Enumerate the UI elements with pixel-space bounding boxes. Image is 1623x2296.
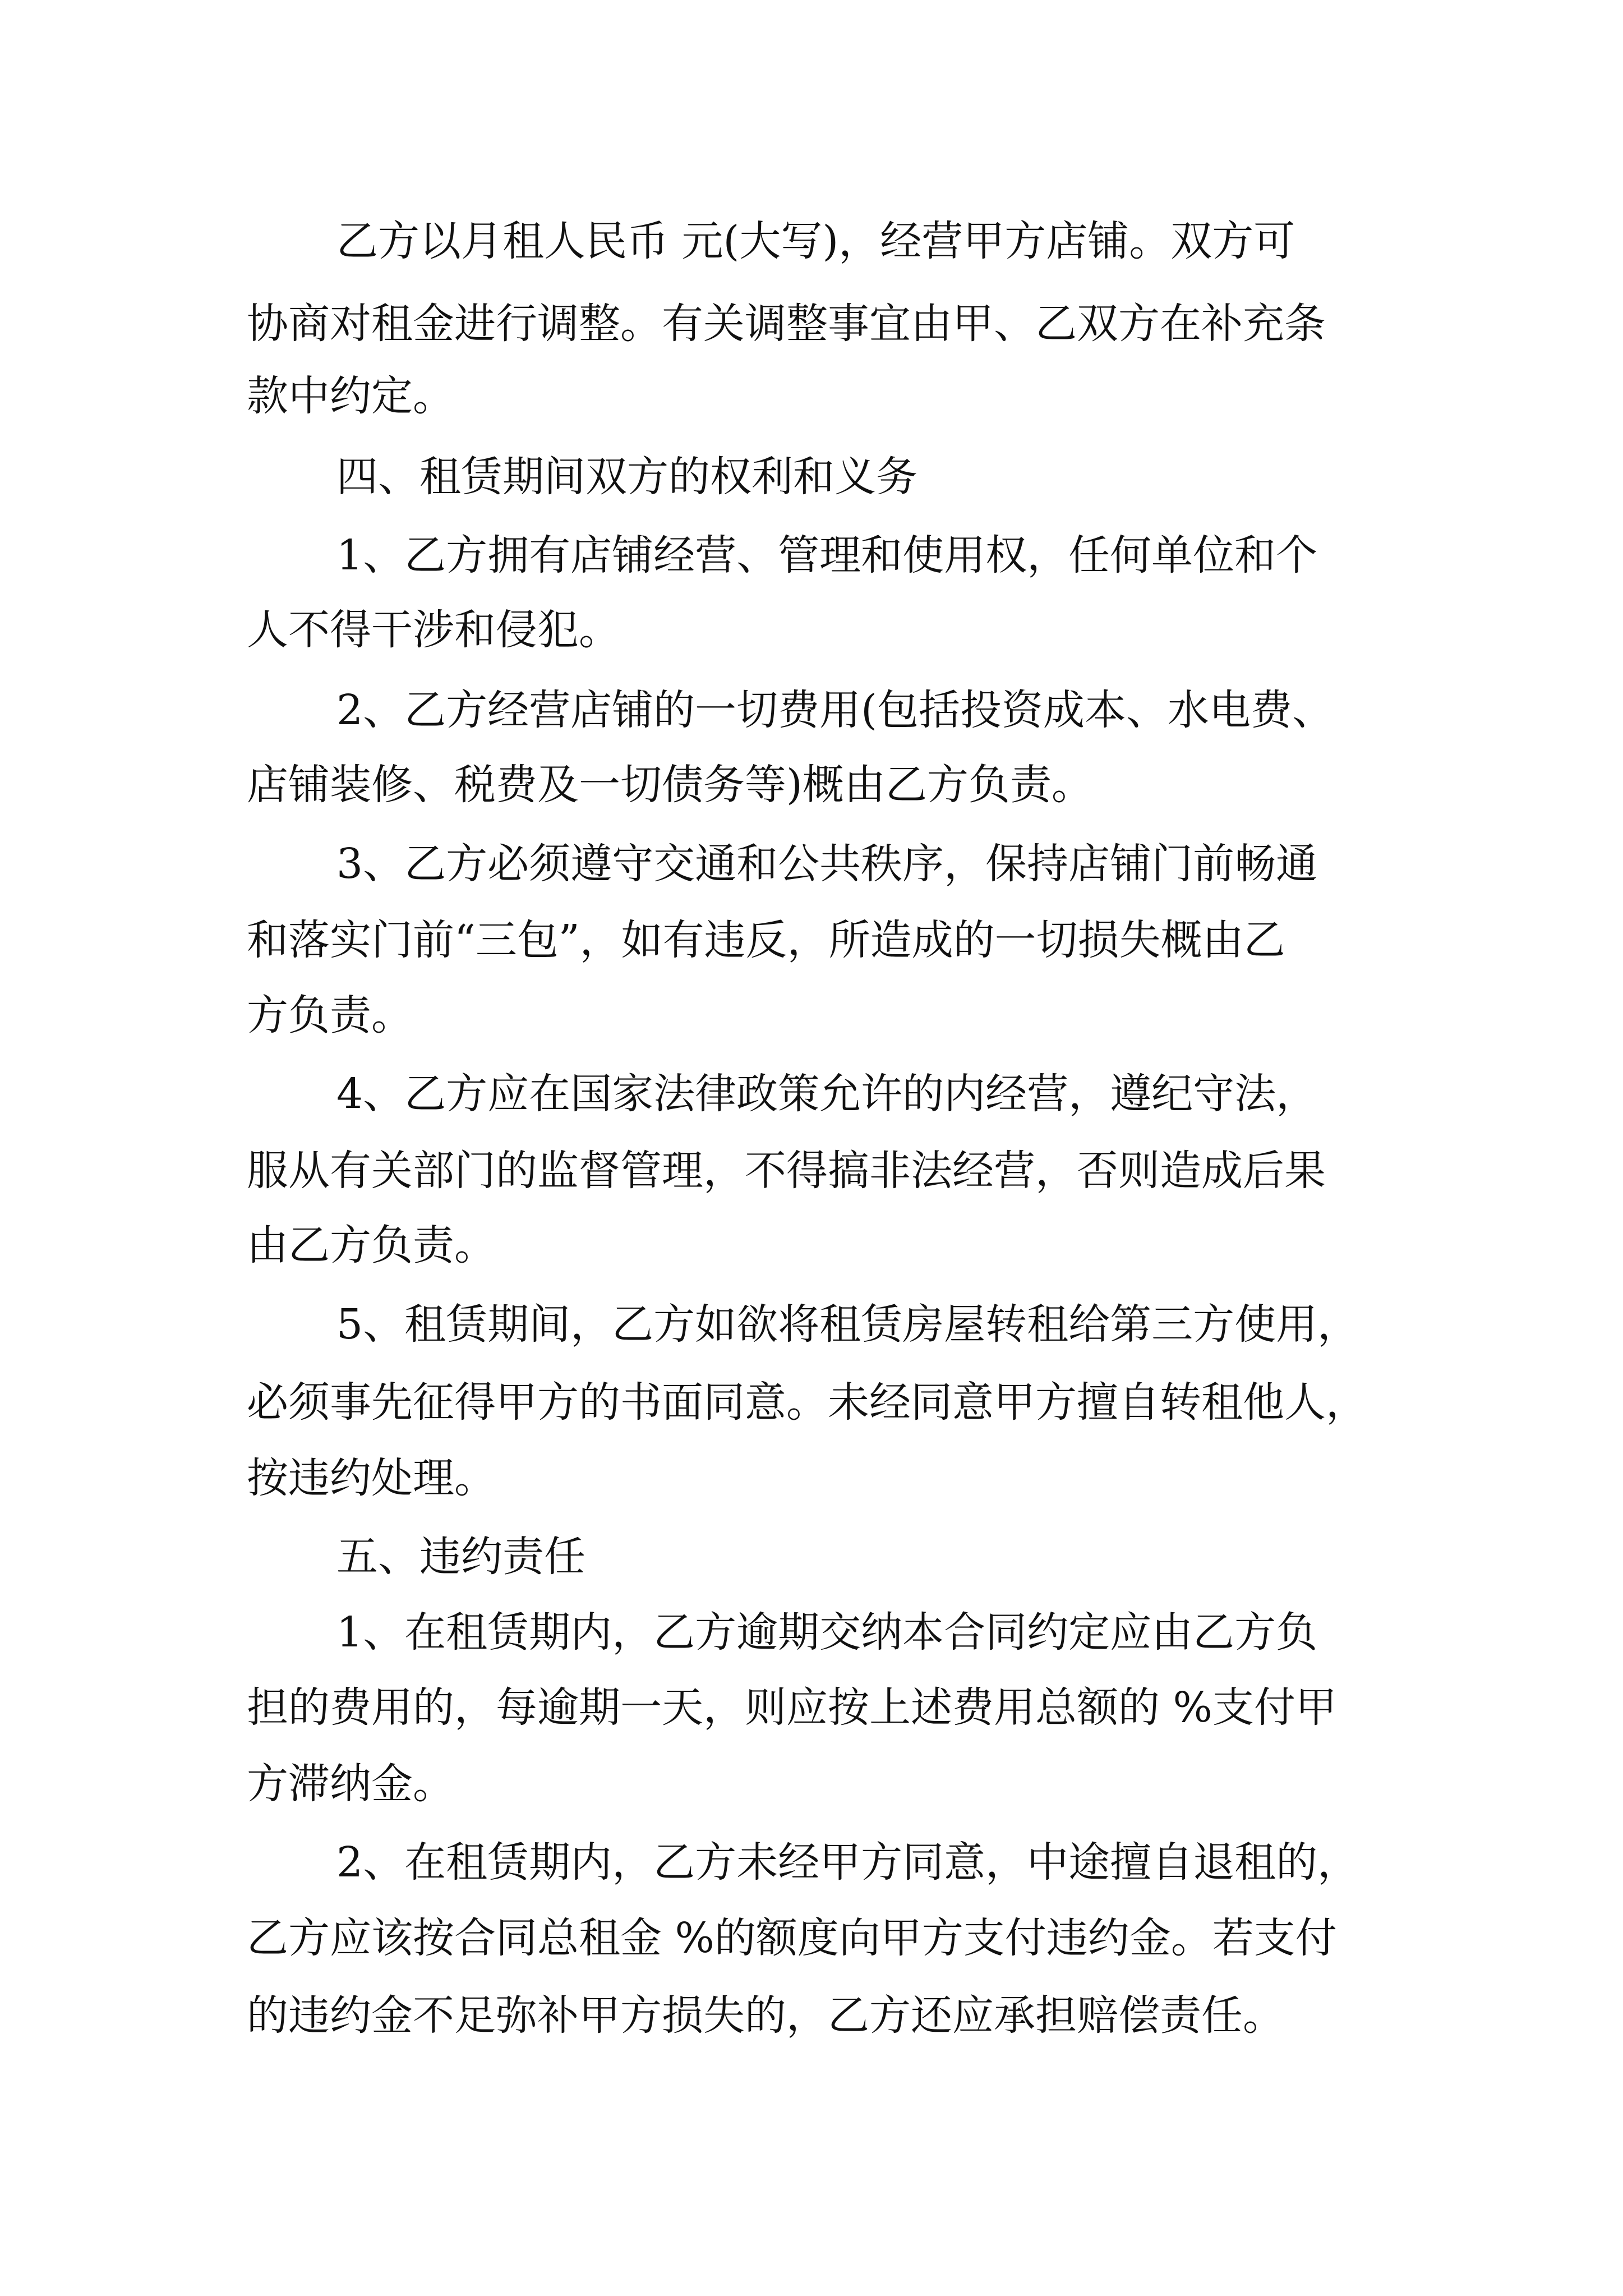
text-line: 1、在租赁期内，乙方逾期交纳本合同约定应由乙方负	[336, 1608, 1318, 1657]
text-line: 人不得干涉和侵犯。	[247, 606, 620, 654]
text-line: 必须事先征得甲方的书面同意。未经同意甲方擅自转租他人，	[247, 1378, 1367, 1427]
text-line: 按违约处理。	[247, 1454, 496, 1502]
text-line: 协商对租金进行调整。有关调整事宜由甲、乙双方在补充条	[247, 300, 1326, 348]
text-line: 的违约金不足弥补甲方损失的，乙方还应承担赔偿责任。	[247, 1991, 1284, 2040]
text-line: 方滞纳金。	[247, 1760, 454, 1808]
text-line: 5、租赁期间，乙方如欲将租赁房屋转租给第三方使用，	[336, 1300, 1359, 1349]
text-line: 乙方以月租人民币 元(大写)，经营甲方店铺。双方可	[336, 217, 1295, 265]
text-line: 1、乙方拥有店铺经营、管理和使用权，任何单位和个	[336, 531, 1318, 579]
text-line: 由乙方负责。	[247, 1221, 496, 1269]
text-line: 担的费用的，每逾期一天，则应按上述费用总额的 %支付甲	[247, 1683, 1337, 1732]
text-line: 和落实门前“三包”，如有违反，所造成的一切损失概由乙	[247, 916, 1285, 964]
text-line: 乙方应该按合同总租金 %的额度向甲方支付违约金。若支付	[247, 1914, 1337, 1962]
text-line: 2、在租赁期内，乙方未经甲方同意，中途擅自退租的，	[336, 1838, 1359, 1887]
text-line: 方负责。	[247, 991, 413, 1039]
section-heading: 五、违约责任	[336, 1533, 585, 1581]
text-line: 款中约定。	[247, 372, 454, 420]
text-line: 服从有关部门的监督管理，不得搞非法经营，否则造成后果	[247, 1147, 1326, 1195]
text-line: 3、乙方必须遵守交通和公共秩序，保持店铺门前畅通	[336, 840, 1318, 888]
section-heading: 四、租赁期间双方的权利和义务	[336, 453, 917, 501]
text-line: 2、乙方经营店铺的一切费用(包括投资成本、水电费、	[336, 686, 1334, 734]
text-line: 4、乙方应在国家法律政策允许的内经营，遵纪守法，	[336, 1070, 1318, 1118]
text-line: 店铺装修、税费及一切债务等)概由乙方负责。	[247, 761, 1093, 809]
